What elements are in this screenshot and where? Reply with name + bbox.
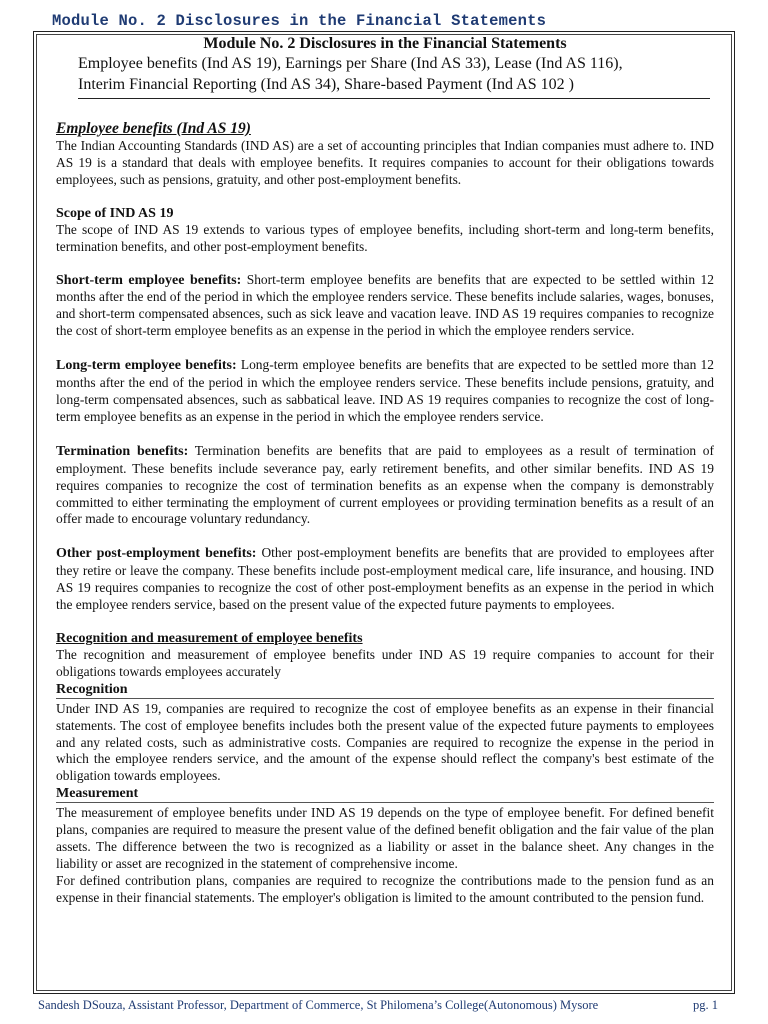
title-divider xyxy=(78,98,710,99)
post-employment-paragraph xyxy=(56,545,714,614)
measurement-heading: Measurement xyxy=(56,786,139,802)
page-content xyxy=(56,34,714,907)
short-term-text: Short-term employee benefits are benefits that are expected to be settled within 12 months after the end of the period in which the employee renders service. These benefits include salaries, wages, bonuses, and short-term compensated absences, such as sick leave and vacation leave. IND AS 19 requires companies to recognize the cost of short-term employee benefits as an expense in the period in which the employee renders service. xyxy=(56,271,714,339)
topics-line-1: Employee benefits (Ind AS 19), Earnings per Share (Ind AS 33), Lease (Ind AS 116), xyxy=(78,55,623,72)
recognition-measurement-paragraph: The recognition and measurement of employee benefits under IND AS 19 require companies to account for their obligations towards employees accurately xyxy=(56,646,714,679)
page-number: pg. 1 xyxy=(693,998,718,1012)
long-term-text: Long-term employee benefits are benefits that are expected to be settled more than 12 months after the end of the period in which the employee renders service. These benefits include pensions, gratuity, and long-term compensated absences, such as sabbatical leave. IND AS 19 requires companies to recognize the cost of long-term employee benefits as an expense in the period in which the employee renders service. xyxy=(56,357,714,424)
measurement-paragraph-2: For defined contribution plans, companies are required to recognize the contributions made to the pension fund as an expense in their financial statements. The employer's obligation is limited to the amount contributed to the pension fund. xyxy=(56,872,714,905)
post-employment-label: Other post-employment benefits: xyxy=(56,546,257,562)
long-term-paragraph xyxy=(56,357,714,426)
running-header: Module No. 2 Disclosures in the Financial Statements xyxy=(52,12,547,30)
termination-paragraph xyxy=(56,443,714,529)
document-title: Module No. 2 Disclosures in the Financial Statements xyxy=(203,35,567,52)
short-term-label: Short-term employee benefits: xyxy=(56,272,242,288)
section-heading: Employee benefits (Ind AS 19) xyxy=(56,120,251,137)
measurement-paragraph-1: The measurement of employee benefits under IND AS 19 depends on the type of employee benefit. For defined benefit plans, companies are required to measure the present value of the defined benefit obligation and the fair value of the plan assets. The difference between the two is recognized as a liability or asset in the balance sheet. Any changes in the liability or asset are recognized in the statement of comprehensive income. xyxy=(56,802,714,873)
short-term-paragraph xyxy=(56,272,714,341)
termination-text: Termination benefits are benefits that are paid to employees as a result of termination of employment. These benefits include severance pay, early retirement benefits, and other similar benefits. IND AS 19 requires companies to recognize the cost of termination benefits as an expense when the company is demonstrably committed to either terminating the employment of current employees or providing termination benefits as a result of an offer made to encourage voluntary redundancy. xyxy=(56,442,714,527)
recognition-paragraph: Under IND AS 19, companies are required to recognize the cost of employee benefits as an expense in their financial statements. The cost of employee benefits includes both the present value of the expected future payments to employees and any related costs, such as administrative costs. Companies are required to recognize the expense in the period in which the employee renders service, and the amount of the expense should reflect the company's best estimate of the obligation towards employees. xyxy=(56,698,714,786)
intro-paragraph: The Indian Accounting Standards (IND AS) are a set of accounting principles that Indian companies must adhere to. IND AS 19 is a standard that deals with employee benefits. It requires companies to account for their obligations towards employees, such as pensions, gratuity, and other post-employment benefits. xyxy=(56,138,714,187)
topics-line-2: Interim Financial Reporting (Ind AS 34), Share-based Payment (Ind AS 102 ) xyxy=(78,75,574,93)
page-footer xyxy=(38,998,718,1013)
recognition-measurement-heading: Recognition and measurement of employee benefits xyxy=(56,630,363,646)
post-employment-text: Other post-employment benefits are benefits that are provided to employees after they retire or leave the company. These benefits include post-employment medical care, life insurance, and housing. IND AS 19 requires companies to recognize the cost of other post-employment benefits as an expense in the period in which the employee renders service, based on the present value of the expected future payments to employees. xyxy=(56,545,715,613)
topics-list xyxy=(78,54,714,95)
footer-author: Sandesh DSouza, Assistant Professor, Department of Commerce, St Philomena’s College(Autonomous) Mysore xyxy=(38,998,599,1012)
recognition-heading: Recognition xyxy=(56,681,128,697)
scope-paragraph: The scope of IND AS 19 extends to various types of employee benefits, including short-term and long-term benefits, termination benefits, and other post-employment benefits. xyxy=(56,221,714,254)
termination-label: Termination benefits: xyxy=(56,443,189,459)
scope-heading: Scope of IND AS 19 xyxy=(56,205,174,221)
long-term-label: Long-term employee benefits: xyxy=(56,358,237,374)
